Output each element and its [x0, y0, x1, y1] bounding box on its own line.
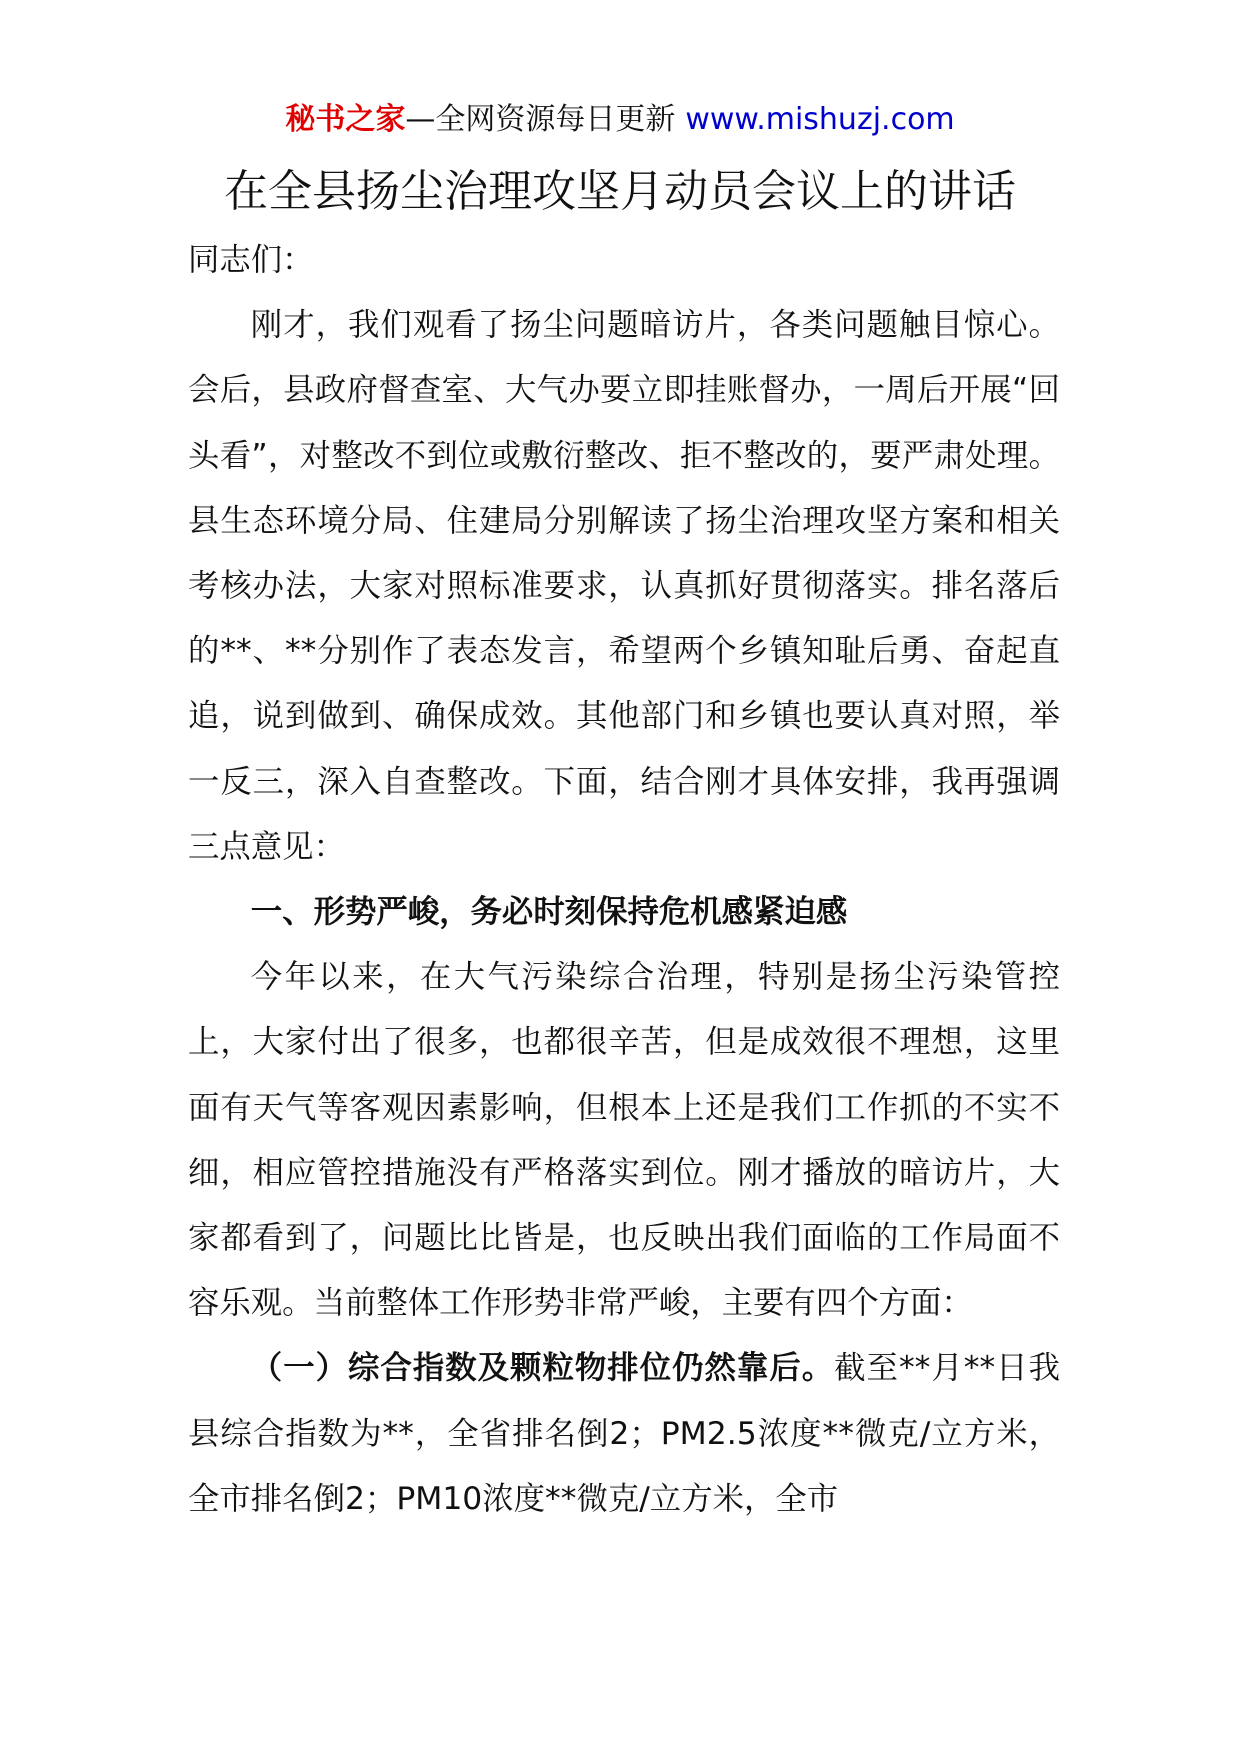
paragraph-situation: 今年以来，在大气污染综合治理，特别是扬尘污染管控上，大家付出了很多，也都很辛苦，但是成效很不理想，这里面有天气等客观因素影响，但根本上还是我们工作抓的不实不细，相应管控措施没有严格落实到位。刚才播放的暗访片，大家都看到了，问题比比皆是，也反映出我们面临的工作局面不容乐观。当前整体工作形势非常严峻，主要有四个方面： [188, 959, 1060, 1322]
site-url-link[interactable]: www.mishuzj.com [685, 102, 955, 137]
paragraph-opening: 刚才，我们观看了扬尘问题暗访片，各类问题触目惊心。会后，县政府督查室、大气办要立即挂账督办，一周后开展“回头看”，对整改不到位或敷衍整改、拒不整改的，要严肃处理。县生态环境分局、住建局分别解读了扬尘治理攻坚方案和相关考核办法，大家对照标准要求，认真抓好贯彻落实。排名落后的**、**分别作了表态发言，希望两个乡镇知耻后勇、奋起直追，说到做到、确保成效。其他部门和乡镇也要认真对照，举一反三，深入自查整改。下面，结合刚才具体安排，我再强调三点意见： [188, 307, 1060, 865]
document-title: 在全县扬尘治理攻坚月动员会议上的讲话 [224, 166, 1016, 217]
document-body [188, 228, 1060, 1532]
section-heading: 一、形势严峻，务必时刻保持危机感紧迫感 [250, 894, 848, 931]
paragraph-ranking-text: 截至**月**日我县综合指数为**，全省排名倒2；PM2.5浓度**微克/立方米，全市排名倒2；PM10浓度**微克/立方米，全市 [188, 1350, 1060, 1517]
site-header [0, 100, 1240, 140]
paragraph-ranking [188, 1336, 1060, 1532]
salutation: 同志们： [188, 242, 314, 278]
brand-name: 秘书之家 [285, 102, 406, 137]
sub-heading: （一）综合指数及颗粒物排位仍然靠后。 [250, 1350, 835, 1387]
site-tagline: —全网资源每日更新 [405, 102, 676, 137]
